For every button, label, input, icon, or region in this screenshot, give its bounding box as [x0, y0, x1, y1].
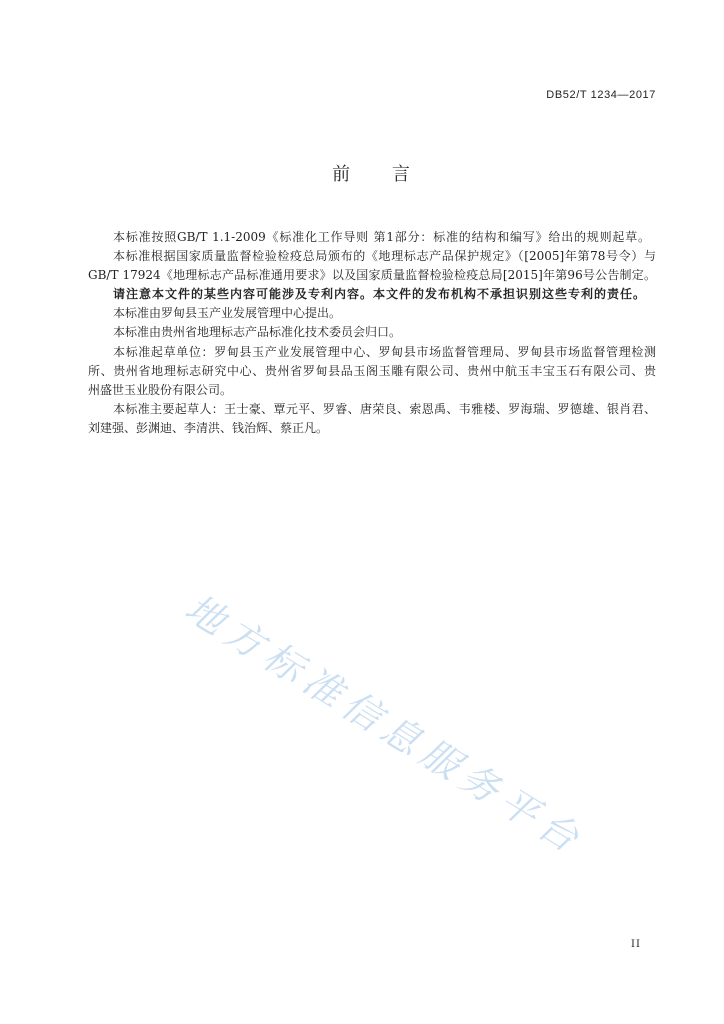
watermark: 地方标准信息服务平台 [177, 585, 593, 865]
paragraph-line: GB/T 17924《地理标志产品标准通用要求》以及国家质量监督检验检疫总局[2015]年第96号公告制定。 [88, 268, 656, 282]
paragraph-line: 刘建强、彭渊迪、李清洪、钱治辉、蔡正凡。 [88, 421, 329, 435]
paragraph-line: 本标准按照GB/T 1.1-2009《标准化工作导则 第1部分：标准的结构和编写》给出的规则起草。 [113, 230, 650, 244]
document-code: DB52/T 1234—2017 [546, 89, 656, 101]
paragraph-line: 州盛世玉业股份有限公司。 [88, 383, 233, 397]
paragraph-line: 本标准起草单位：罗甸县玉产业发展管理中心、罗甸县市场监督管理局、罗甸县市场监督管理检测 [113, 345, 656, 359]
paragraph-line: 本标准由贵州省地理标志产品标准化技术委员会归口。 [113, 325, 402, 339]
page-number: II [631, 939, 641, 950]
paragraph-line: 本标准根据国家质量监督检验检疫总局颁布的《地理标志产品保护规定》（[2005]年第78号令）与 [113, 249, 656, 263]
paragraph-line: 本标准主要起草人：王士豪、覃元平、罗睿、唐荣良、索恩禹、韦雅楼、罗海瑞、罗德雄、银肖君、 [113, 402, 656, 416]
page-title: 前 言 [332, 164, 410, 185]
paragraph-line: 所、贵州省地理标志研究中心、贵州省罗甸县品玉阁玉雕有限公司、贵州中航玉丰宝玉石有限公司、贵 [88, 364, 656, 378]
paragraph-line: 本标准由罗甸县玉产业发展管理中心提出。 [113, 306, 342, 320]
patent-notice: 请注意本文件的某些内容可能涉及专利内容。本文件的发布机构不承担识别这些专利的责任。 [113, 287, 645, 301]
